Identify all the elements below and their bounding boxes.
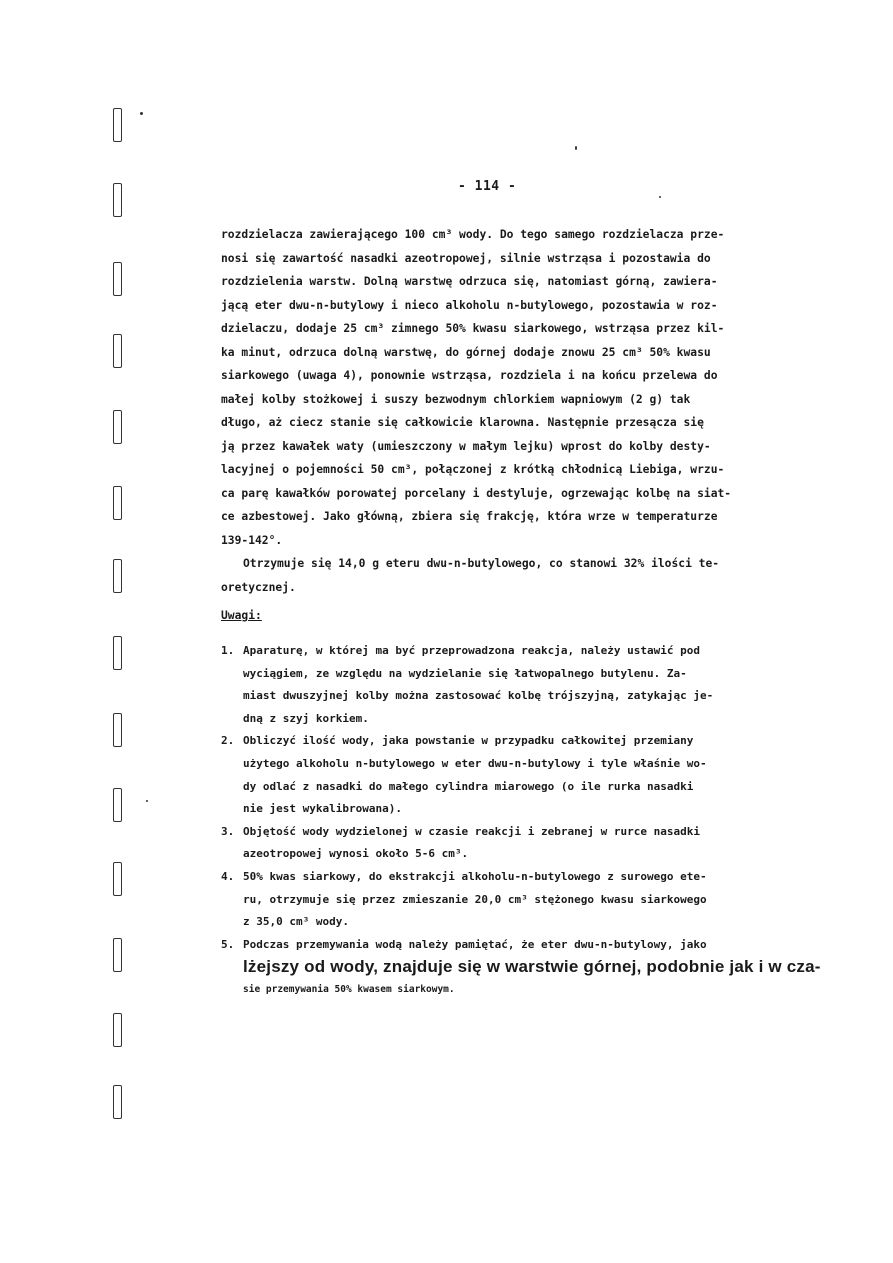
note-line: Objętość wody wydzielonej w czasie reakcji i zebranej w rurce nasadki	[243, 824, 700, 838]
procedure-text	[221, 223, 751, 599]
procedure-paragraph	[221, 223, 751, 552]
result-paragraph	[221, 552, 751, 576]
notes-list	[221, 640, 821, 1002]
text-line: ca parę kawałków porowatej porcelany i destyluje, ogrzewając kolbę na siat-	[221, 486, 732, 500]
binder-hole	[113, 862, 122, 896]
note-line: ru, otrzymuje się przez zmieszanie 20,0 cm³ stężonego kwasu siarkowego	[243, 892, 707, 906]
note-item	[221, 821, 751, 866]
text-line: oretycznej.	[221, 580, 296, 594]
text-line: ją przez kawałek waty (umieszczony w małym lejku) wprost do kolby desty-	[221, 439, 711, 453]
text-line: ce azbestowej. Jako główną, zbiera się frakcję, która wrze w temperaturze	[221, 510, 718, 523]
note-line: wyciągiem, ze względu na wydzielanie się łatwopalnego butylenu. Za-	[243, 666, 687, 680]
note-number: 4.	[221, 869, 235, 883]
text-line: dzielaczu, dodaje 25 cm³ zimnego 50% kwasu siarkowego, wstrząsa przez kil-	[221, 322, 725, 335]
note-number: 3.	[221, 824, 235, 838]
note-line: nie jest wykalibrowana).	[243, 802, 402, 816]
note-line: dną z szyj korkiem.	[243, 711, 369, 725]
binder-hole	[113, 713, 122, 747]
note-line: Aparaturę, w której ma być przeprowadzona reakcja, należy ustawić pod	[243, 644, 700, 657]
binder-hole	[113, 938, 122, 972]
binder-hole	[113, 486, 122, 520]
note-line: Podczas przemywania wodą należy pamiętać, że eter dwu-n-butylowy, jako	[243, 937, 707, 951]
note-item	[221, 730, 751, 820]
note-line: dy odlać z nasadki do małego cylindra miarowego (o ile rurka nasadki	[243, 779, 694, 793]
text-line: Otrzymuje się 14,0 g eteru dwu-n-butylowego, co stanowi 32% ilości te-	[243, 557, 720, 570]
scan-speck	[659, 196, 661, 198]
binder-hole	[113, 108, 122, 142]
note-number: 1.	[221, 644, 235, 657]
text-line: rozdzielenia warstw. Dolną warstwę odrzuca się, natomiast górną, zawiera-	[221, 275, 718, 288]
result-paragraph-continued	[221, 576, 751, 600]
note-line: azeotropowej wynosi około 5-6 cm³.	[243, 847, 469, 861]
scan-speck	[140, 112, 143, 115]
note-line: użytego alkoholu n-butylowego w eter dwu-n-butylowy i tyle właśnie wo-	[243, 756, 707, 770]
note-item	[221, 866, 751, 934]
binder-hole	[113, 334, 122, 368]
note-line: miast dwuszyjnej kolby można zastosować kolbę trójszyjną, zatykając je-	[243, 689, 714, 703]
binder-hole	[113, 262, 122, 296]
note-line: z 35,0 cm³ wody.	[243, 915, 349, 929]
page-number: - 114 -	[458, 179, 517, 194]
note-number: 5.	[221, 937, 235, 951]
binder-hole	[113, 636, 122, 670]
text-line: siarkowego (uwaga 4), ponownie wstrząsa, rozdziela i na końcu przelewa do	[221, 369, 718, 382]
text-line: rozdzielacza zawierającego 100 cm³ wody. Do tego samego rozdzielacza prze-	[221, 228, 725, 241]
note-item	[221, 934, 821, 1002]
note-line: Obliczyć ilość wody, jaka powstanie w przypadku całkowitej przemiany	[243, 734, 694, 748]
note-line: sie przemywania 50% kwasem siarkowym.	[243, 983, 455, 995]
binder-hole	[113, 183, 122, 217]
text-line: ka minut, odrzuca dolną warstwę, do górnej dodaje znowu 25 cm³ 50% kwasu	[221, 345, 711, 359]
binder-hole	[113, 1085, 122, 1119]
text-line: lacyjnej o pojemności 50 cm³, połączonej z krótką chłodnicą Liebiga, wrzu-	[221, 463, 725, 476]
note-line: lżejszy od wody, znajduje się w warstwie górnej, podobnie jak i w cza-	[243, 957, 821, 977]
notes-heading: Uwagi:	[221, 609, 262, 622]
binder-hole	[113, 559, 122, 593]
text-line: nosi się zawartość nasadki azeotropowej, silnie wstrząsa i pozostawia do	[221, 251, 711, 265]
scan-speck	[146, 800, 148, 802]
text-line: długo, aż ciecz stanie się całkowicie klarowna. Następnie przesącza się	[221, 416, 704, 429]
note-number: 2.	[221, 734, 235, 748]
binder-hole	[113, 1013, 122, 1047]
text-line: 139-142°.	[221, 533, 283, 547]
binder-hole	[113, 410, 122, 444]
note-item	[221, 640, 751, 730]
scan-speck	[575, 146, 577, 150]
text-line: małej kolby stożkowej i suszy bezwodnym chlorkiem wapniowym (2 g) tak	[221, 392, 691, 406]
text-line: jącą eter dwu-n-butylowy i nieco alkoholu n-butylowego, pozostawia w roz-	[221, 298, 718, 312]
note-line: 50% kwas siarkowy, do ekstrakcji alkoholu-n-butylowego z surowego ete-	[243, 869, 707, 883]
binder-hole	[113, 788, 122, 822]
